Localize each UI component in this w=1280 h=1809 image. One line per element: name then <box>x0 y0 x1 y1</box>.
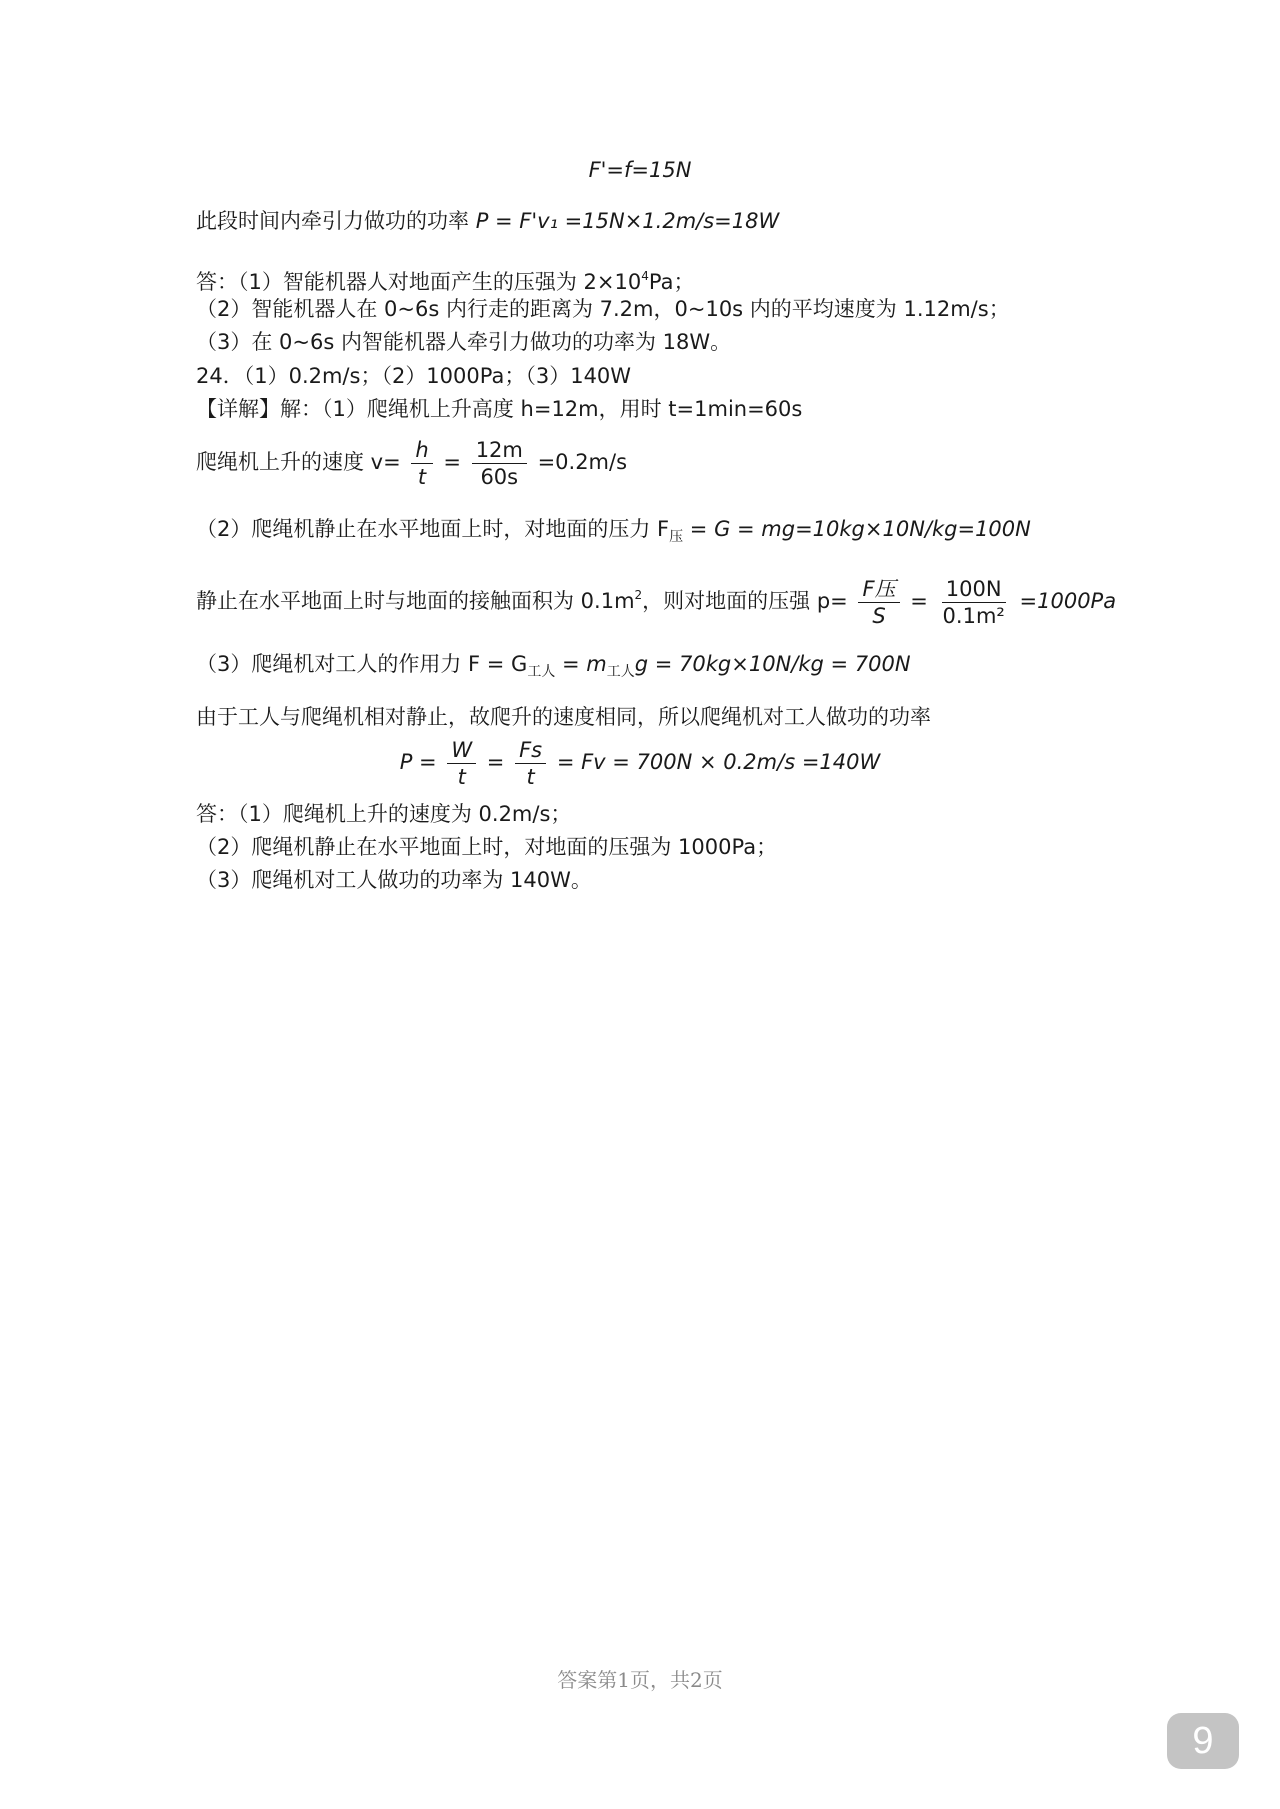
solution-step-1: 【详解】解：（1）爬绳机上升高度 h=12m，用时 t=1min=60s <box>196 397 803 421</box>
worker-force-line: （3）爬绳机对工人的作用力 $F = G_{工人} = m_{工人}g = 70kg\times 10N/kg = 700N$ <box>196 652 911 680</box>
final-answer-2: （2）爬绳机静止在水平地面上时，对地面的压强为 1000Pa； <box>196 835 778 859</box>
fraction-f-over-s: $\frac{\text{F压}}{S}$ <box>858 576 899 629</box>
fraction-12m-over-60s: $\frac{12m}{60s}$ <box>472 437 527 490</box>
page-footer: 答案第1页，共2页 <box>557 1668 723 1692</box>
velocity-formula: 爬绳机上升的速度 v= $\frac{h}{t}$ = $\frac{12m}{60s}$ =0.2m/s <box>196 437 628 489</box>
question-24-answers: 24．（1）0.2m/s；（2）1000Pa；（3）140W <box>196 364 632 388</box>
final-answer-1: 答：（1）爬绳机上升的速度为 0.2m/s； <box>196 802 572 826</box>
pressure-force-line: （2）爬绳机静止在水平地面上时，对地面的压力 $F_压 = G = mg=10kg\times 10N/kg=100N$ <box>196 517 1031 545</box>
answer-line-1: 答：（1）智能机器人对地面产生的压强为 $2\times 10^4Pa$； <box>196 269 695 294</box>
explanation-line: 由于工人与爬绳机相对静止，故爬升的速度相同，所以爬绳机对工人做功的功率 <box>196 705 931 729</box>
fraction-fs-over-t: $\frac{Fs}{t}$ <box>515 737 546 790</box>
page-number-badge[interactable]: 9 <box>1167 1713 1239 1769</box>
fraction-h-over-t: $\frac{h}{t}$ <box>411 437 432 490</box>
answer-line-3: （3）在 0~6s 内智能机器人牵引力做功的功率为 18W。 <box>196 330 732 354</box>
final-answer-3: （3）爬绳机对工人做功的功率为 140W。 <box>196 868 592 892</box>
fraction-w-over-t: $\frac{W}{t}$ <box>447 737 476 790</box>
answer-line-2: （2）智能机器人在 0~6s 内行走的距离为 7.2m，0~10s 内的平均速度为 1.12m/s； <box>196 297 1010 321</box>
power-formula: P = $\frac{W}{t}$ = $\frac{Fs}{t}$ = Fv = 700N × 0.2m/s =140W <box>399 737 881 789</box>
pressure-formula: 静止在水平地面上时与地面的接触面积为 $0.1m^2$，则对地面的压强 p= $\frac{\text{F压}}{S}$ = $\frac{100N}{\text{0.1m²}}$ =1000Pa <box>196 576 1117 628</box>
fraction-100n-over-area: $\frac{100N}{\text{0.1m²}}$ <box>942 576 1005 628</box>
power-line: 此段时间内牵引力做功的功率 P = F'v₁ =15N×1.2m/s=18W <box>196 209 780 233</box>
equation-friction: F'=f=15N <box>588 158 692 182</box>
